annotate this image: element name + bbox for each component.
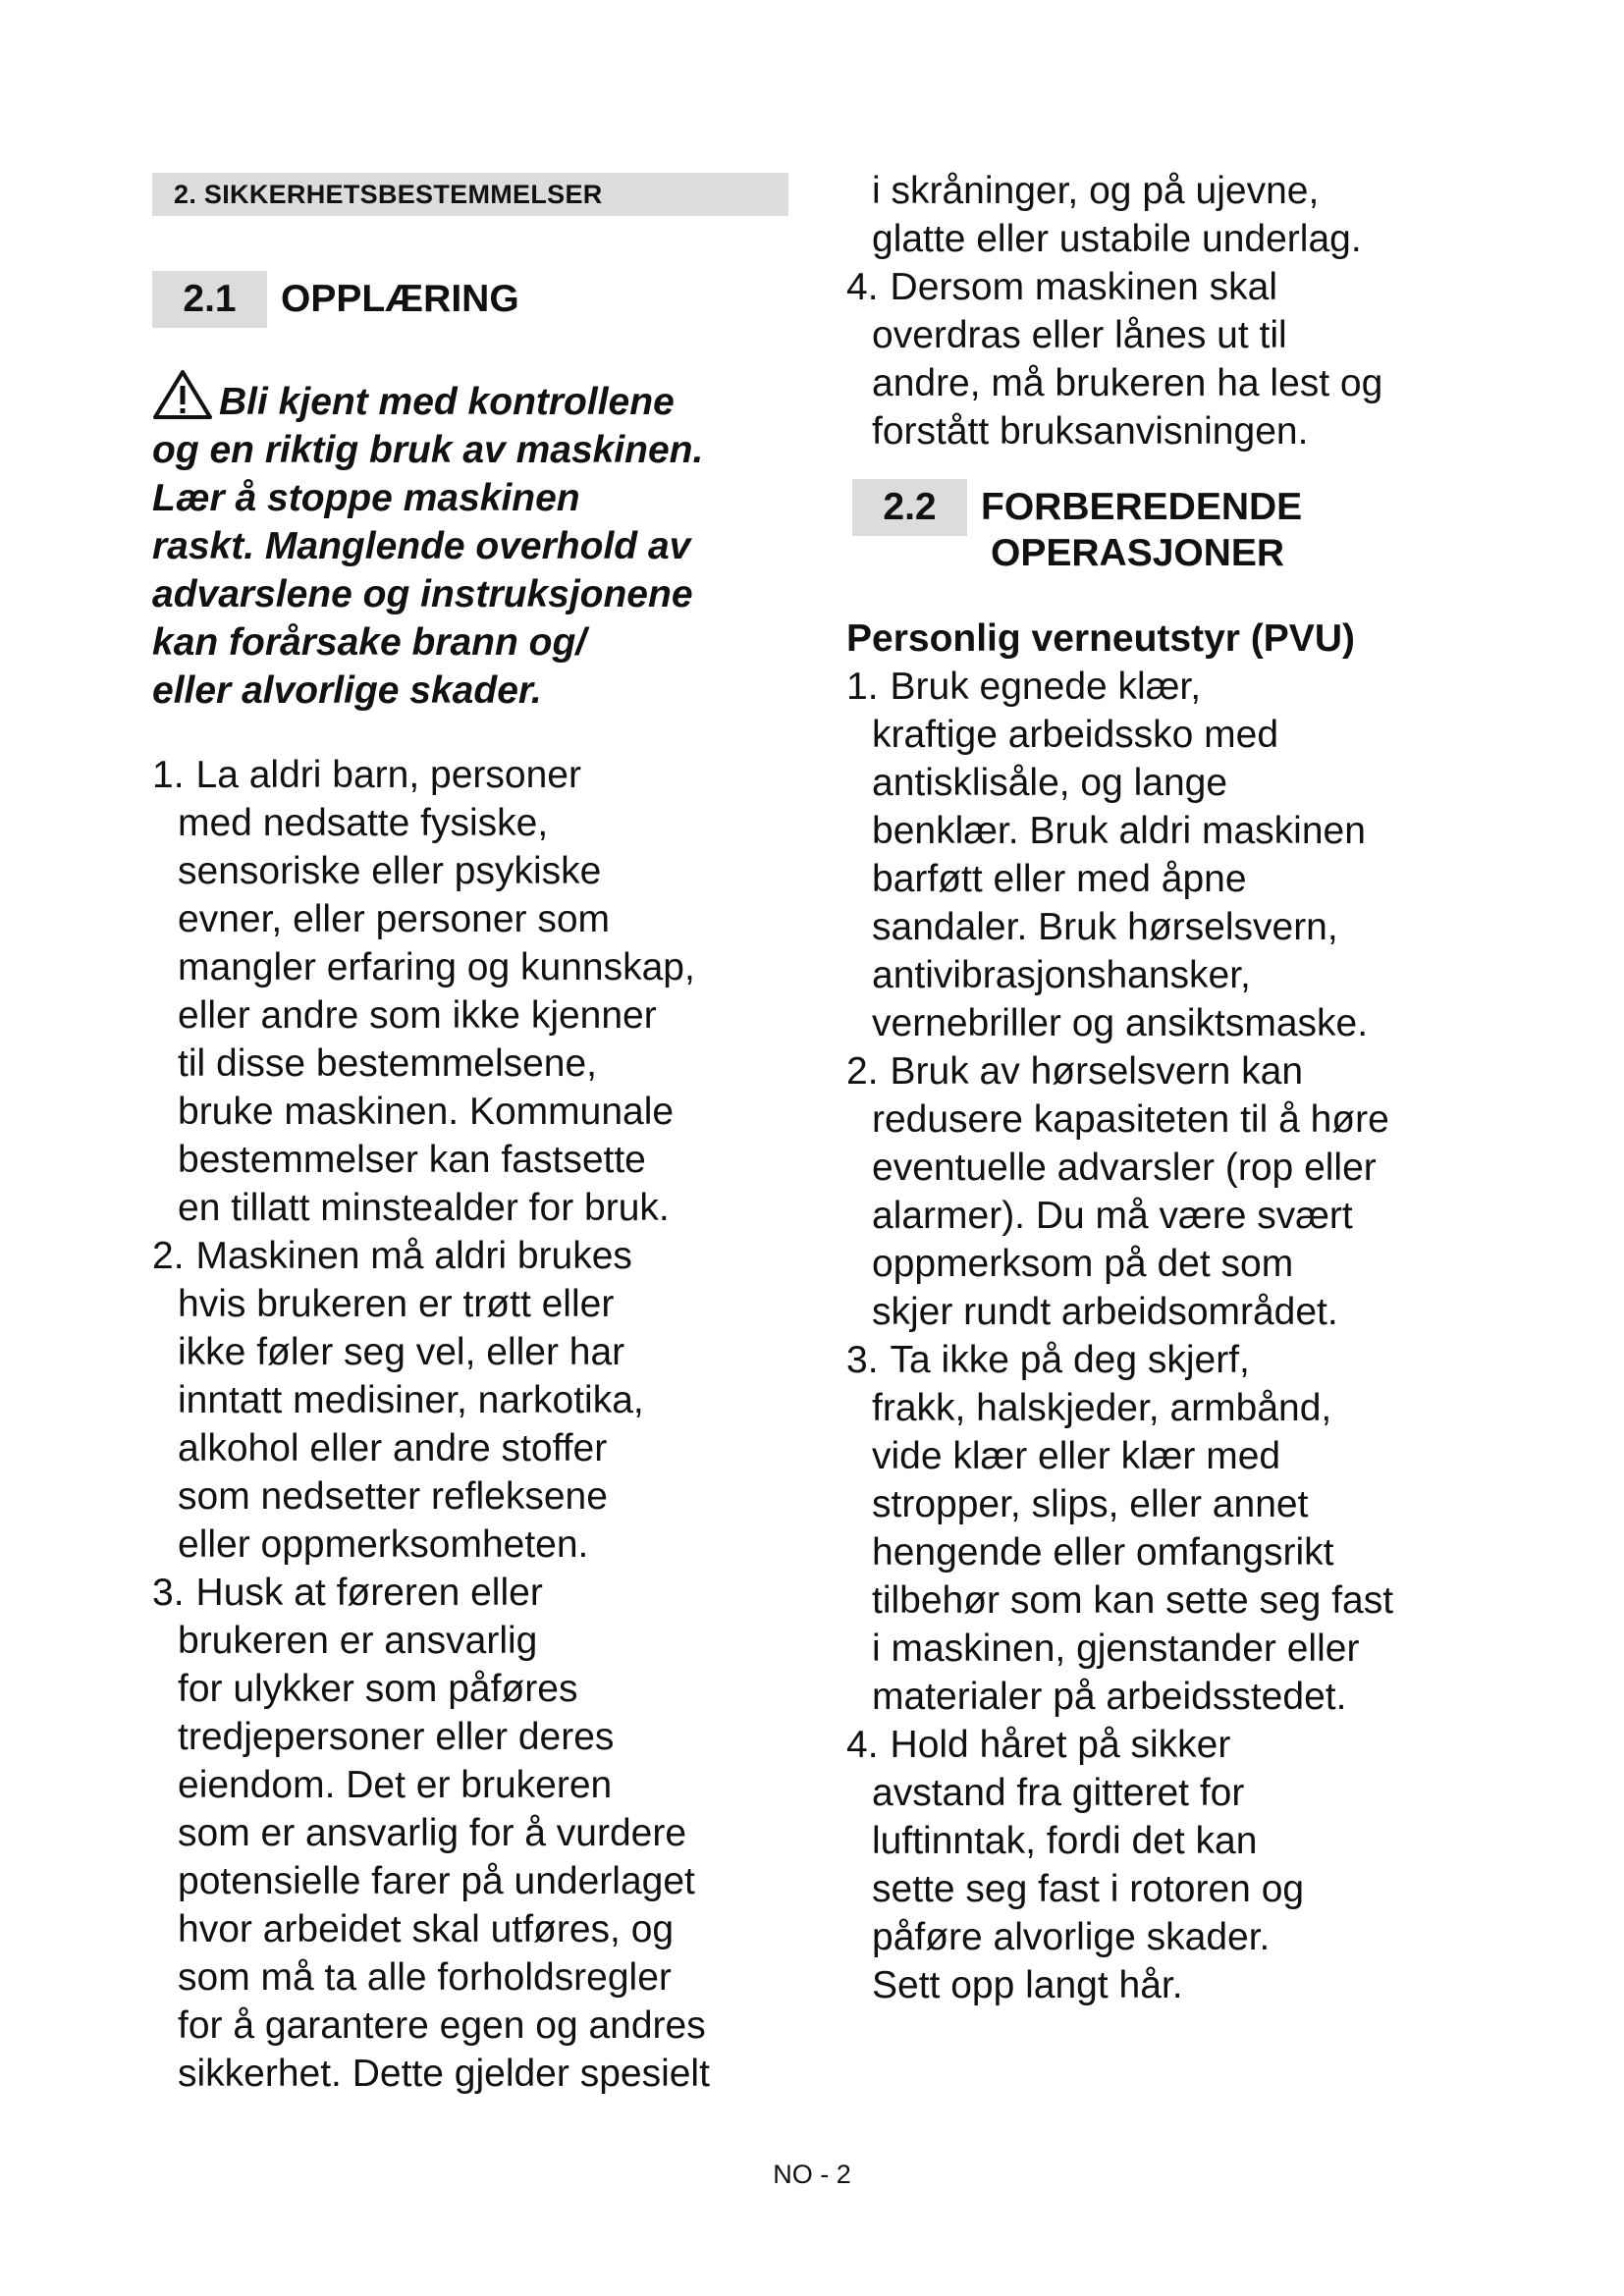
list-item: 2. Bruk av hørselsvern kan redusere kapasiteten til å høre eventuelle advarsler (rop eller alarmer). Du må være svært oppmerksom på det som skjer rundt arbeidsområdet. — [846, 1047, 1393, 1336]
subsection-2-2-heading — [852, 479, 1302, 576]
section-header: 2. SIKKERHETSBESTEMMELSER — [152, 173, 788, 216]
warning-line: advarslene og instruksjonene — [152, 573, 693, 615]
item-number: 4. — [846, 266, 879, 308]
list-item: 3. Ta ikke på deg skjerf, frakk, halskjeder, armbånd, vide klær eller klær med stropper, slips, eller annet hengende eller omfangsrikt tilbehør som kan sette seg fast i maskinen, gjenstander eller materialer på arbeidsstedet. — [846, 1336, 1393, 1721]
item-number: 3. — [152, 1572, 185, 1614]
warning-line: og en riktig bruk av maskinen. — [152, 429, 704, 471]
item-number: 1. — [152, 754, 185, 796]
subsection-title: OPPLÆRING — [281, 278, 519, 320]
page-footer: NO - 2 — [773, 2160, 851, 2189]
right-continued-list — [846, 167, 1382, 455]
subsection-number: 2.2 — [852, 479, 967, 536]
list-item: 2. Maskinen må aldri brukes hvis brukeren er trøtt eller ikke føler seg vel, eller har inntatt medisiner, narkotika, alkohol eller andre stoffer som nedsetter refleksene eller oppmerksomheten. — [152, 1232, 710, 1569]
subsection-2-1-heading — [152, 271, 519, 328]
warning-line: kan forårsake brann og/ — [152, 621, 587, 664]
list-item: 4. Hold håret på sikker avstand fra gitteret for luftinntak, fordi det kan sette seg fast i rotoren og påføre alvorlige skader. Sett opp langt hår. — [846, 1721, 1393, 2009]
list-item: 3. Husk at føreren eller brukeren er ansvarlig for ulykker som påføres tredjepersoner eller deres eiendom. Det er brukeren som er ansvarlig for å vurdere potensielle farer på underlaget hvor arbeidet skal utføres, og som må ta alle forholdsregler for å garantere egen og andres sikkerhet. Dette gjelder spesielt — [152, 1569, 710, 2098]
warning-line: Bli kjent med kontrollene — [152, 369, 800, 426]
warning-line: Lær å stoppe maskinen — [152, 477, 580, 519]
item-number: 1. — [846, 666, 879, 708]
item-number: 3. — [846, 1339, 879, 1381]
list-item-continuation: i skråninger, og på ujevne, glatte eller ustabile underlag. — [872, 170, 1362, 260]
list-item: 4. Dersom maskinen skal overdras eller lånes ut til andre, må brukeren ha lest og forstått bruksanvisningen. — [846, 263, 1382, 455]
warning-line: eller alvorlige skader. — [152, 669, 542, 712]
left-instruction-list — [152, 751, 710, 2098]
warning-block — [152, 369, 800, 715]
subsection-number: 2.1 — [152, 271, 267, 328]
pvu-heading: Personlig verneutstyr (PVU) — [846, 617, 1355, 660]
item-number: 2. — [846, 1050, 879, 1093]
subsection-title: FORBEREDENDE OPERASJONER — [981, 486, 1303, 574]
item-number: 4. — [846, 1724, 879, 1766]
right-instruction-list — [846, 663, 1393, 2009]
warning-triangle-icon — [152, 369, 213, 420]
warning-line: raskt. Manglende overhold av — [152, 525, 691, 567]
item-number: 2. — [152, 1235, 185, 1277]
list-item: 1. La aldri barn, personer med nedsatte fysiske, sensoriske eller psykiske evner, eller personer som mangler erfaring og kunnskap, eller andre som ikke kjenner til disse bestemmelsene, bruke maskinen. Kommunale bestemmelser kan fastsette en tillatt minstealder for bruk. — [152, 751, 710, 1232]
list-item: 1. Bruk egnede klær, kraftige arbeidssko med antisklisåle, og lange benklær. Bruk aldri maskinen barføtt eller med åpne sandaler. Bruk hørselsvern, antivibrasjonshansker, vernebriller og ansiktsmaske. — [846, 663, 1393, 1047]
